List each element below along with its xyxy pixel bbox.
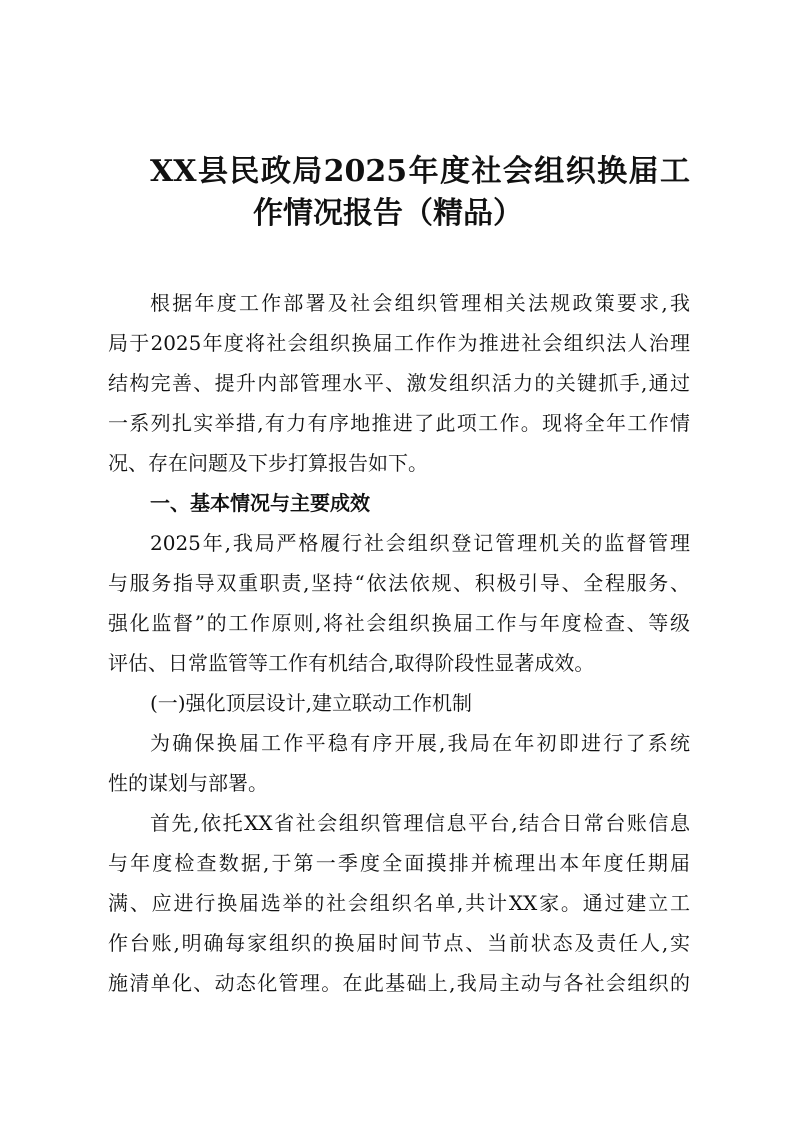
paragraph-line: 与服务指导双重职责,坚持“依法依规、积极引导、全程服务、 bbox=[108, 571, 690, 595]
paragraph bbox=[108, 283, 690, 483]
paragraph-line: 满、应进行换届选举的社会组织名单,共计XX家。通过建立工 bbox=[108, 891, 690, 915]
document-body bbox=[108, 283, 690, 1003]
paragraph-line: 为确保换届工作平稳有序开展,我局在年初即进行了系统 bbox=[150, 731, 690, 755]
paragraph-line: 局于2025年度将社会组织换届工作作为推进社会组织法人治理 bbox=[108, 331, 690, 355]
paragraph bbox=[108, 803, 690, 1003]
paragraph-line: 强化监督”的工作原则,将社会组织换届工作与年度检查、等级 bbox=[108, 611, 690, 635]
paragraph-line: 2025年,我局严格履行社会组织登记管理机关的监督管理 bbox=[150, 531, 690, 555]
paragraph-line: 评估、日常监管等工作有机结合,取得阶段性显著成效。 bbox=[108, 651, 595, 675]
paragraph bbox=[108, 683, 690, 723]
paragraph-line: (一)强化顶层设计,建立联动工作机制 bbox=[150, 691, 472, 715]
paragraph-line: 根据年度工作部署及社会组织管理相关法规政策要求,我 bbox=[150, 291, 690, 315]
paragraph-line: 一系列扎实举措,有力有序地推进了此项工作。现将全年工作情 bbox=[108, 411, 690, 435]
paragraph bbox=[108, 523, 690, 683]
paragraph bbox=[108, 723, 690, 803]
paragraph-line: 况、存在问题及下步打算报告如下。 bbox=[108, 451, 428, 475]
paragraph-line: 首先,依托XX省社会组织管理信息平台,结合日常台账信息 bbox=[150, 811, 690, 835]
paragraph-line: 施清单化、动态化管理。在此基础上,我局主动与各社会组织的 bbox=[108, 971, 690, 995]
paragraph-line: 作台账,明确每家组织的换届时间节点、当前状态及责任人,实 bbox=[108, 931, 690, 955]
document-title-line-1: XX县民政局2025年度社会组织换届工 bbox=[150, 154, 690, 189]
section-heading bbox=[108, 483, 690, 523]
paragraph-line: 性的谋划与部署。 bbox=[108, 771, 268, 795]
paragraph-line: 与年度检查数据,于第一季度全面摸排并梳理出本年度任期届 bbox=[108, 851, 690, 875]
document-title-line-2: 作情况报告（精品） bbox=[253, 196, 523, 231]
paragraph-line: 一、基本情况与主要成效 bbox=[150, 491, 370, 515]
paragraph-line: 结构完善、提升内部管理水平、激发组织活力的关键抓手,通过 bbox=[108, 371, 690, 395]
